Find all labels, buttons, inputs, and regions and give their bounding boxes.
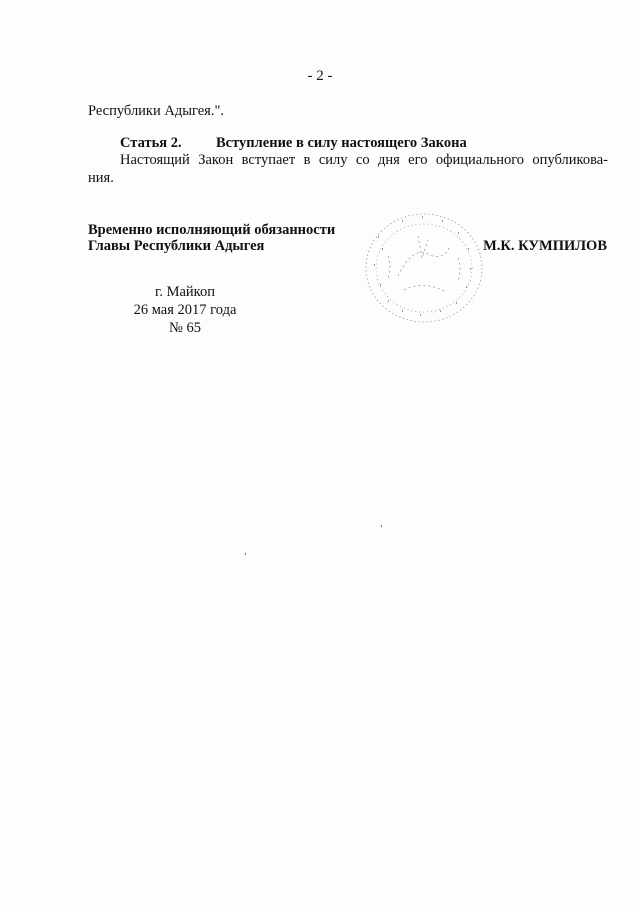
official-seal-icon (358, 206, 488, 328)
page-number: - 2 - (307, 68, 333, 84)
city: г. Майкоп (155, 284, 215, 300)
scan-speck (381, 525, 382, 527)
article-number: Статья 2. (120, 135, 182, 151)
document-number: № 65 (169, 320, 201, 336)
article-heading (120, 135, 467, 152)
article-title: Вступление в силу настоящего Закона (216, 135, 467, 151)
continuation-text: Республики Адыгея.". (88, 103, 224, 119)
place-date-block (110, 283, 260, 337)
date: 26 мая 2017 года (133, 302, 237, 318)
signer-position-line-1: Временно исполняющий обязанности (88, 222, 336, 238)
article-text-line-1: Настоящий Закон вступает в силу со дня его официального опубликова- (120, 152, 608, 168)
signer-name: М.К. КУМПИЛОВ (483, 238, 607, 254)
article-text-line-2: ния. (88, 170, 114, 186)
scan-speck (245, 553, 246, 555)
signer-position-line-2: Главы Республики Адыгея (88, 238, 265, 254)
